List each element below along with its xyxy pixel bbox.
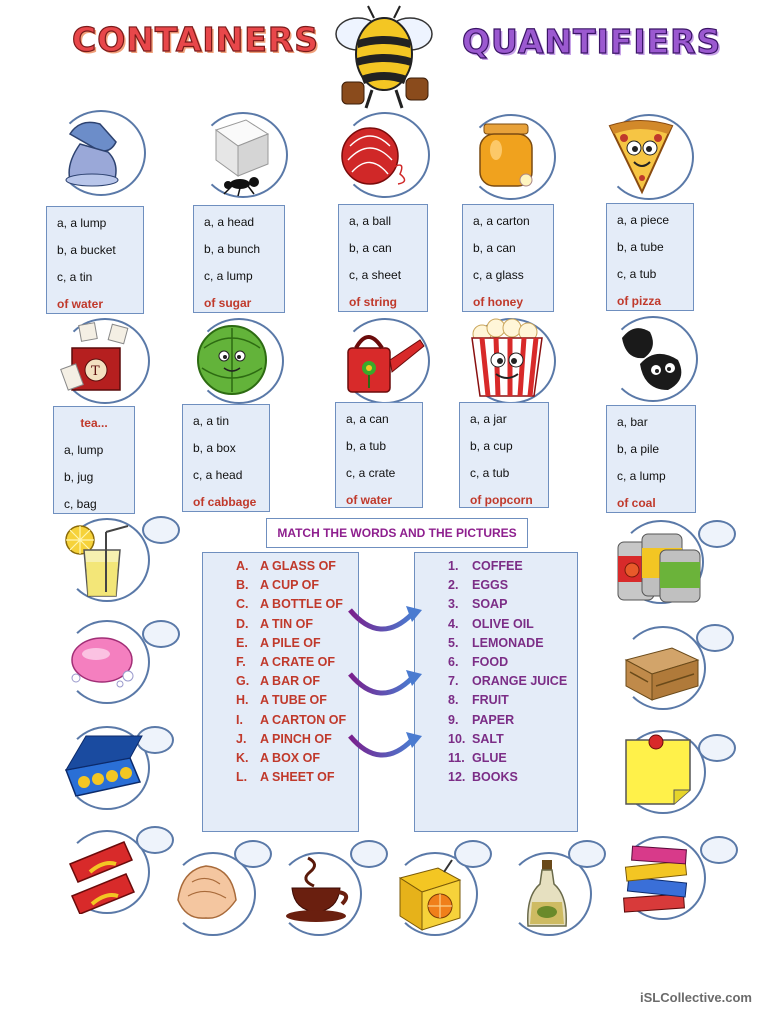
title-quantifiers: QUANTIFIERS: [462, 22, 722, 61]
option-a: a, lump: [64, 443, 104, 457]
answer-bubble[interactable]: [698, 520, 736, 548]
noun-label: of cabbage: [193, 495, 257, 509]
noun-label: of water: [346, 493, 393, 507]
lemonade-glass-icon: [62, 522, 134, 598]
option-c: c, a head: [193, 468, 243, 482]
list-item: 3. SOAP: [448, 597, 508, 612]
options-box-cabbage: [182, 404, 270, 512]
noun-label: of string: [349, 295, 397, 309]
books-pile-icon: [618, 840, 702, 918]
list-item: 6. FOOD: [448, 654, 509, 669]
list-item: C. A BOTTLE OF: [236, 597, 343, 612]
soap-bar-icon: [66, 628, 142, 694]
orange-juice-carton-icon: [394, 858, 466, 932]
arrow-icon: [350, 732, 422, 755]
list-item: E. A PILE OF: [236, 635, 321, 650]
honey-jar-icon: [474, 120, 544, 194]
option-b: b, a pile: [617, 442, 660, 456]
glue-tube-icon: [64, 834, 144, 914]
option-a: a, a lump: [57, 216, 107, 230]
list-item: 10. SALT: [448, 731, 504, 746]
noun-label: of coal: [617, 496, 656, 510]
option-c: c, a crate: [346, 466, 396, 480]
option-a: a, a jar: [470, 412, 507, 426]
option-a: a, a can: [346, 412, 389, 426]
option-a: a, a piece: [617, 213, 670, 227]
list-item: D. A TIN OF: [236, 616, 314, 631]
list-item: I. A CARTON OF: [236, 712, 347, 727]
noun-label: of popcorn: [470, 493, 533, 507]
option-b: b, a can: [473, 241, 516, 255]
answer-bubble[interactable]: [698, 734, 736, 762]
svg-text:T: T: [91, 364, 100, 379]
option-c: c, a lump: [617, 469, 666, 483]
options-box-honey: [462, 204, 554, 312]
list-item: F. A CRATE OF: [236, 654, 335, 669]
options-box-pizza: [606, 203, 694, 311]
option-b: b, a box: [193, 441, 236, 455]
option-a: a, bar: [617, 415, 648, 429]
option-a: a, a ball: [349, 214, 392, 228]
option-a: a, a tin: [193, 414, 230, 428]
water-tap-icon: [60, 114, 130, 190]
list-item: L. A SHEET OF: [236, 770, 335, 785]
tea-bags-icon: [60, 320, 136, 400]
option-b: b, a cup: [470, 439, 513, 453]
list-item: H. A TUBE OF: [236, 693, 327, 708]
options-box-string: [338, 204, 428, 312]
cabbage-icon: [194, 318, 270, 398]
bee-mascot-icon: [328, 4, 440, 112]
option-b: b, a bunch: [204, 242, 261, 256]
list-item: 2. EGGS: [448, 578, 509, 593]
option-b: b, a bucket: [57, 243, 116, 257]
list-item: J. A PINCH OF: [236, 731, 332, 746]
watermark: iSLCollective.com: [640, 990, 752, 1005]
list-item: G. A BAR OF: [236, 674, 320, 689]
pizza-slice-icon: [606, 116, 676, 196]
arrow-icon: [350, 606, 422, 629]
noun-label: of sugar: [204, 296, 252, 310]
fruit-crate-icon: [622, 640, 702, 704]
options-box-tea: [53, 406, 135, 514]
option-b: b, jug: [64, 470, 94, 484]
option-c: c, a tub: [617, 267, 657, 281]
list-item: A. A GLASS OF: [236, 559, 336, 573]
list-item: 11. GLUE: [448, 750, 507, 765]
option-c: c, a tub: [470, 466, 510, 480]
noun-list: [414, 552, 578, 832]
list-item: 4. OLIVE OIL: [448, 616, 534, 631]
egg-box-icon: [60, 730, 146, 806]
paper-note-icon: [620, 732, 696, 808]
title-containers: CONTAINERS: [72, 20, 319, 59]
watering-can-icon: [342, 320, 426, 398]
list-item: 12. BOOKS: [448, 770, 518, 785]
noun-label: of honey: [473, 295, 523, 309]
coal-icon: [616, 318, 692, 394]
option-b: b, a can: [349, 241, 392, 255]
answer-bubble[interactable]: [700, 836, 738, 864]
noun-label: of water: [57, 297, 104, 311]
option-c: c, a tin: [57, 270, 93, 284]
options-box-coal: [606, 405, 696, 513]
answer-bubble[interactable]: [142, 516, 180, 544]
option-b: b, a tub: [346, 439, 387, 453]
coffee-cup-icon: [280, 854, 356, 926]
salt-pile-icon: [172, 856, 242, 926]
answer-bubble[interactable]: [142, 620, 180, 648]
match-arrows: [340, 600, 430, 790]
option-b: b, a tube: [617, 240, 664, 254]
arrow-icon: [350, 670, 422, 693]
popcorn-icon: [466, 316, 548, 400]
option-c: c, a sheet: [349, 268, 402, 282]
option-c: c, a glass: [473, 268, 524, 282]
string-ball-icon: [340, 116, 412, 194]
list-item: 8. FRUIT: [448, 693, 509, 708]
noun-label: of pizza: [617, 294, 661, 308]
list-item: B. A CUP OF: [236, 578, 320, 593]
match-section-title: MATCH THE WORDS AND THE PICTURES: [266, 518, 528, 548]
options-box-sugar: [193, 205, 285, 313]
list-item: 9. PAPER: [448, 712, 515, 727]
list-item: K. A BOX OF: [236, 750, 320, 765]
noun-label: tea...: [80, 416, 108, 430]
list-item: 5. LEMONADE: [448, 635, 544, 650]
olive-oil-bottle-icon: [520, 856, 576, 930]
list-item: 1. COFFEE: [448, 559, 523, 573]
sugar-cube-icon: [202, 112, 276, 196]
options-box-water: [46, 206, 144, 314]
quantifier-list: [202, 552, 359, 832]
option-a: a, a carton: [473, 214, 530, 228]
option-c: c, a lump: [204, 269, 253, 283]
options-box-popcorn: [459, 402, 549, 508]
option-a: a, a head: [204, 215, 255, 229]
food-tins-icon: [614, 530, 702, 606]
list-item: 7. ORANGE JUICE: [448, 674, 568, 689]
options-box-water-2: [335, 402, 423, 508]
option-c: c, bag: [64, 497, 97, 511]
